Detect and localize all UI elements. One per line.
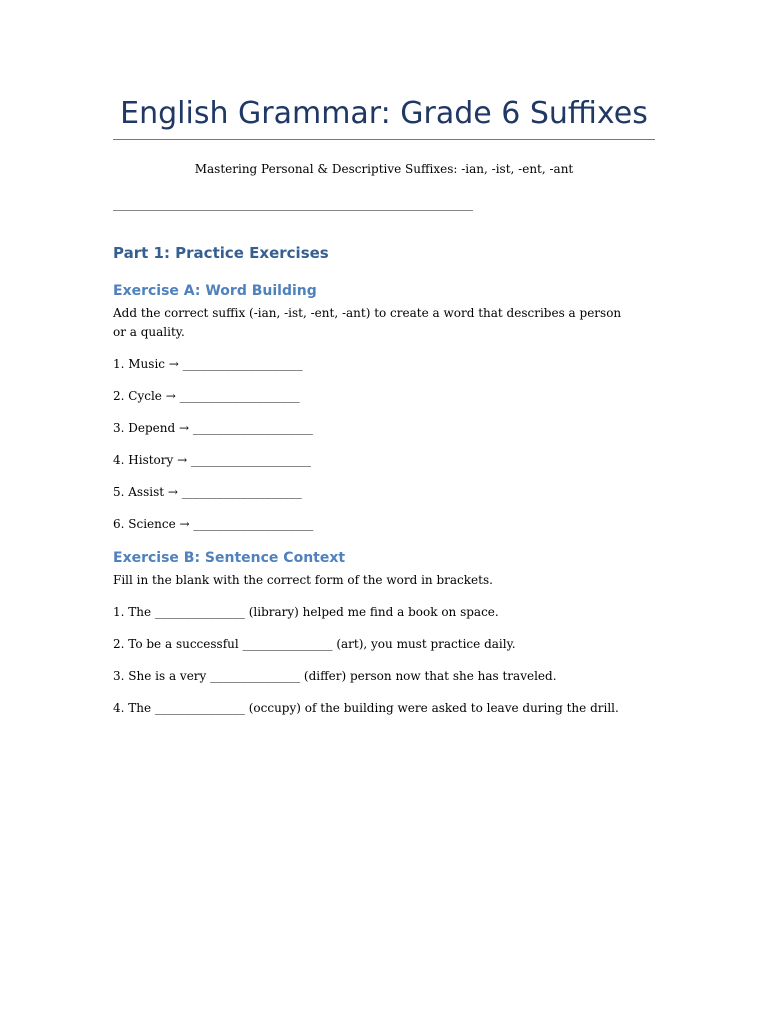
exercise-a-heading: Exercise A: Word Building <box>113 283 317 299</box>
document-subtitle: Mastering Personal & Descriptive Suffixes: -ian, -ist, -ent, -ant <box>194 162 574 176</box>
exercise-b-item: 4. The _______________ (occupy) of the building were asked to leave during the drill. <box>113 701 619 715</box>
exercise-a-item: 3. Depend → ____________________ <box>113 421 313 435</box>
exercise-b-heading: Exercise B: Sentence Context <box>113 550 346 566</box>
exercise-a-item: 1. Music → ____________________ <box>113 357 303 371</box>
exercise-b-instructions: Fill in the blank with the correct form of the word in brackets. <box>113 573 493 587</box>
exercise-a-item: 2. Cycle → ____________________ <box>113 389 300 403</box>
exercise-a-item: 4. History → ____________________ <box>113 453 311 467</box>
exercise-a-item: 6. Science → ____________________ <box>113 517 314 531</box>
exercise-a-instructions: Add the correct suffix (-ian, -ist, -ent, -ant) to create a word that describes a person or a quality. <box>113 306 622 339</box>
exercise-b-item: 3. She is a very _______________ (differ) person now that she has traveled. <box>113 669 557 683</box>
separator-line: ____________________________________________________________ <box>113 197 473 211</box>
exercise-b-item: 2. To be a successful _______________ (art), you must practice daily. <box>113 637 516 651</box>
title-underline <box>113 139 655 140</box>
part1-heading: Part 1: Practice Exercises <box>113 244 329 262</box>
document-title: English Grammar: Grade 6 Suffixes <box>120 96 648 131</box>
exercise-b-item: 1. The _______________ (library) helped me find a book on space. <box>113 605 499 619</box>
exercise-a-item: 5. Assist → ____________________ <box>113 485 302 499</box>
